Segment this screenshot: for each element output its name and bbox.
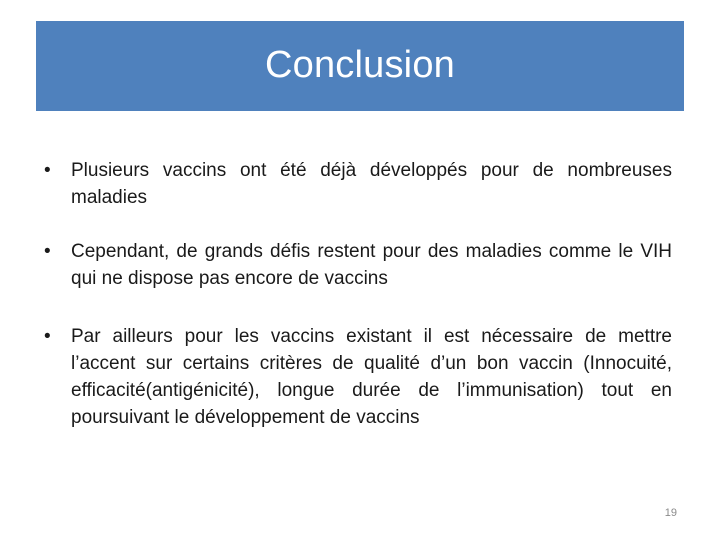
bullet-text: Par ailleurs pour les vaccins existant il est nécessaire de mettre l’accent sur certains critères de qualité d’un bon vaccin (Innocuité, efficacité(antigénicité), longue durée de l’immunisation) tout en poursuivant le développement de vaccins — [71, 326, 672, 428]
bullet-icon: • — [44, 160, 51, 181]
bullet-icon: • — [44, 326, 51, 347]
slide-title: Conclusion — [265, 43, 455, 86]
bullet-text: Plusieurs vaccins ont été déjà développés pour de nombreuses maladies — [71, 160, 672, 208]
bullet-text: Cependant, de grands défis restent pour des maladies comme le VIH qui ne dispose pas encore de vaccins — [71, 241, 672, 289]
bullet-icon: • — [44, 241, 51, 262]
page-number: 19 — [664, 507, 677, 519]
bullet-item — [36, 323, 672, 431]
bullet-item — [36, 238, 672, 292]
bullet-list — [36, 157, 672, 458]
bullet-item — [36, 157, 672, 211]
title-banner — [36, 21, 684, 111]
